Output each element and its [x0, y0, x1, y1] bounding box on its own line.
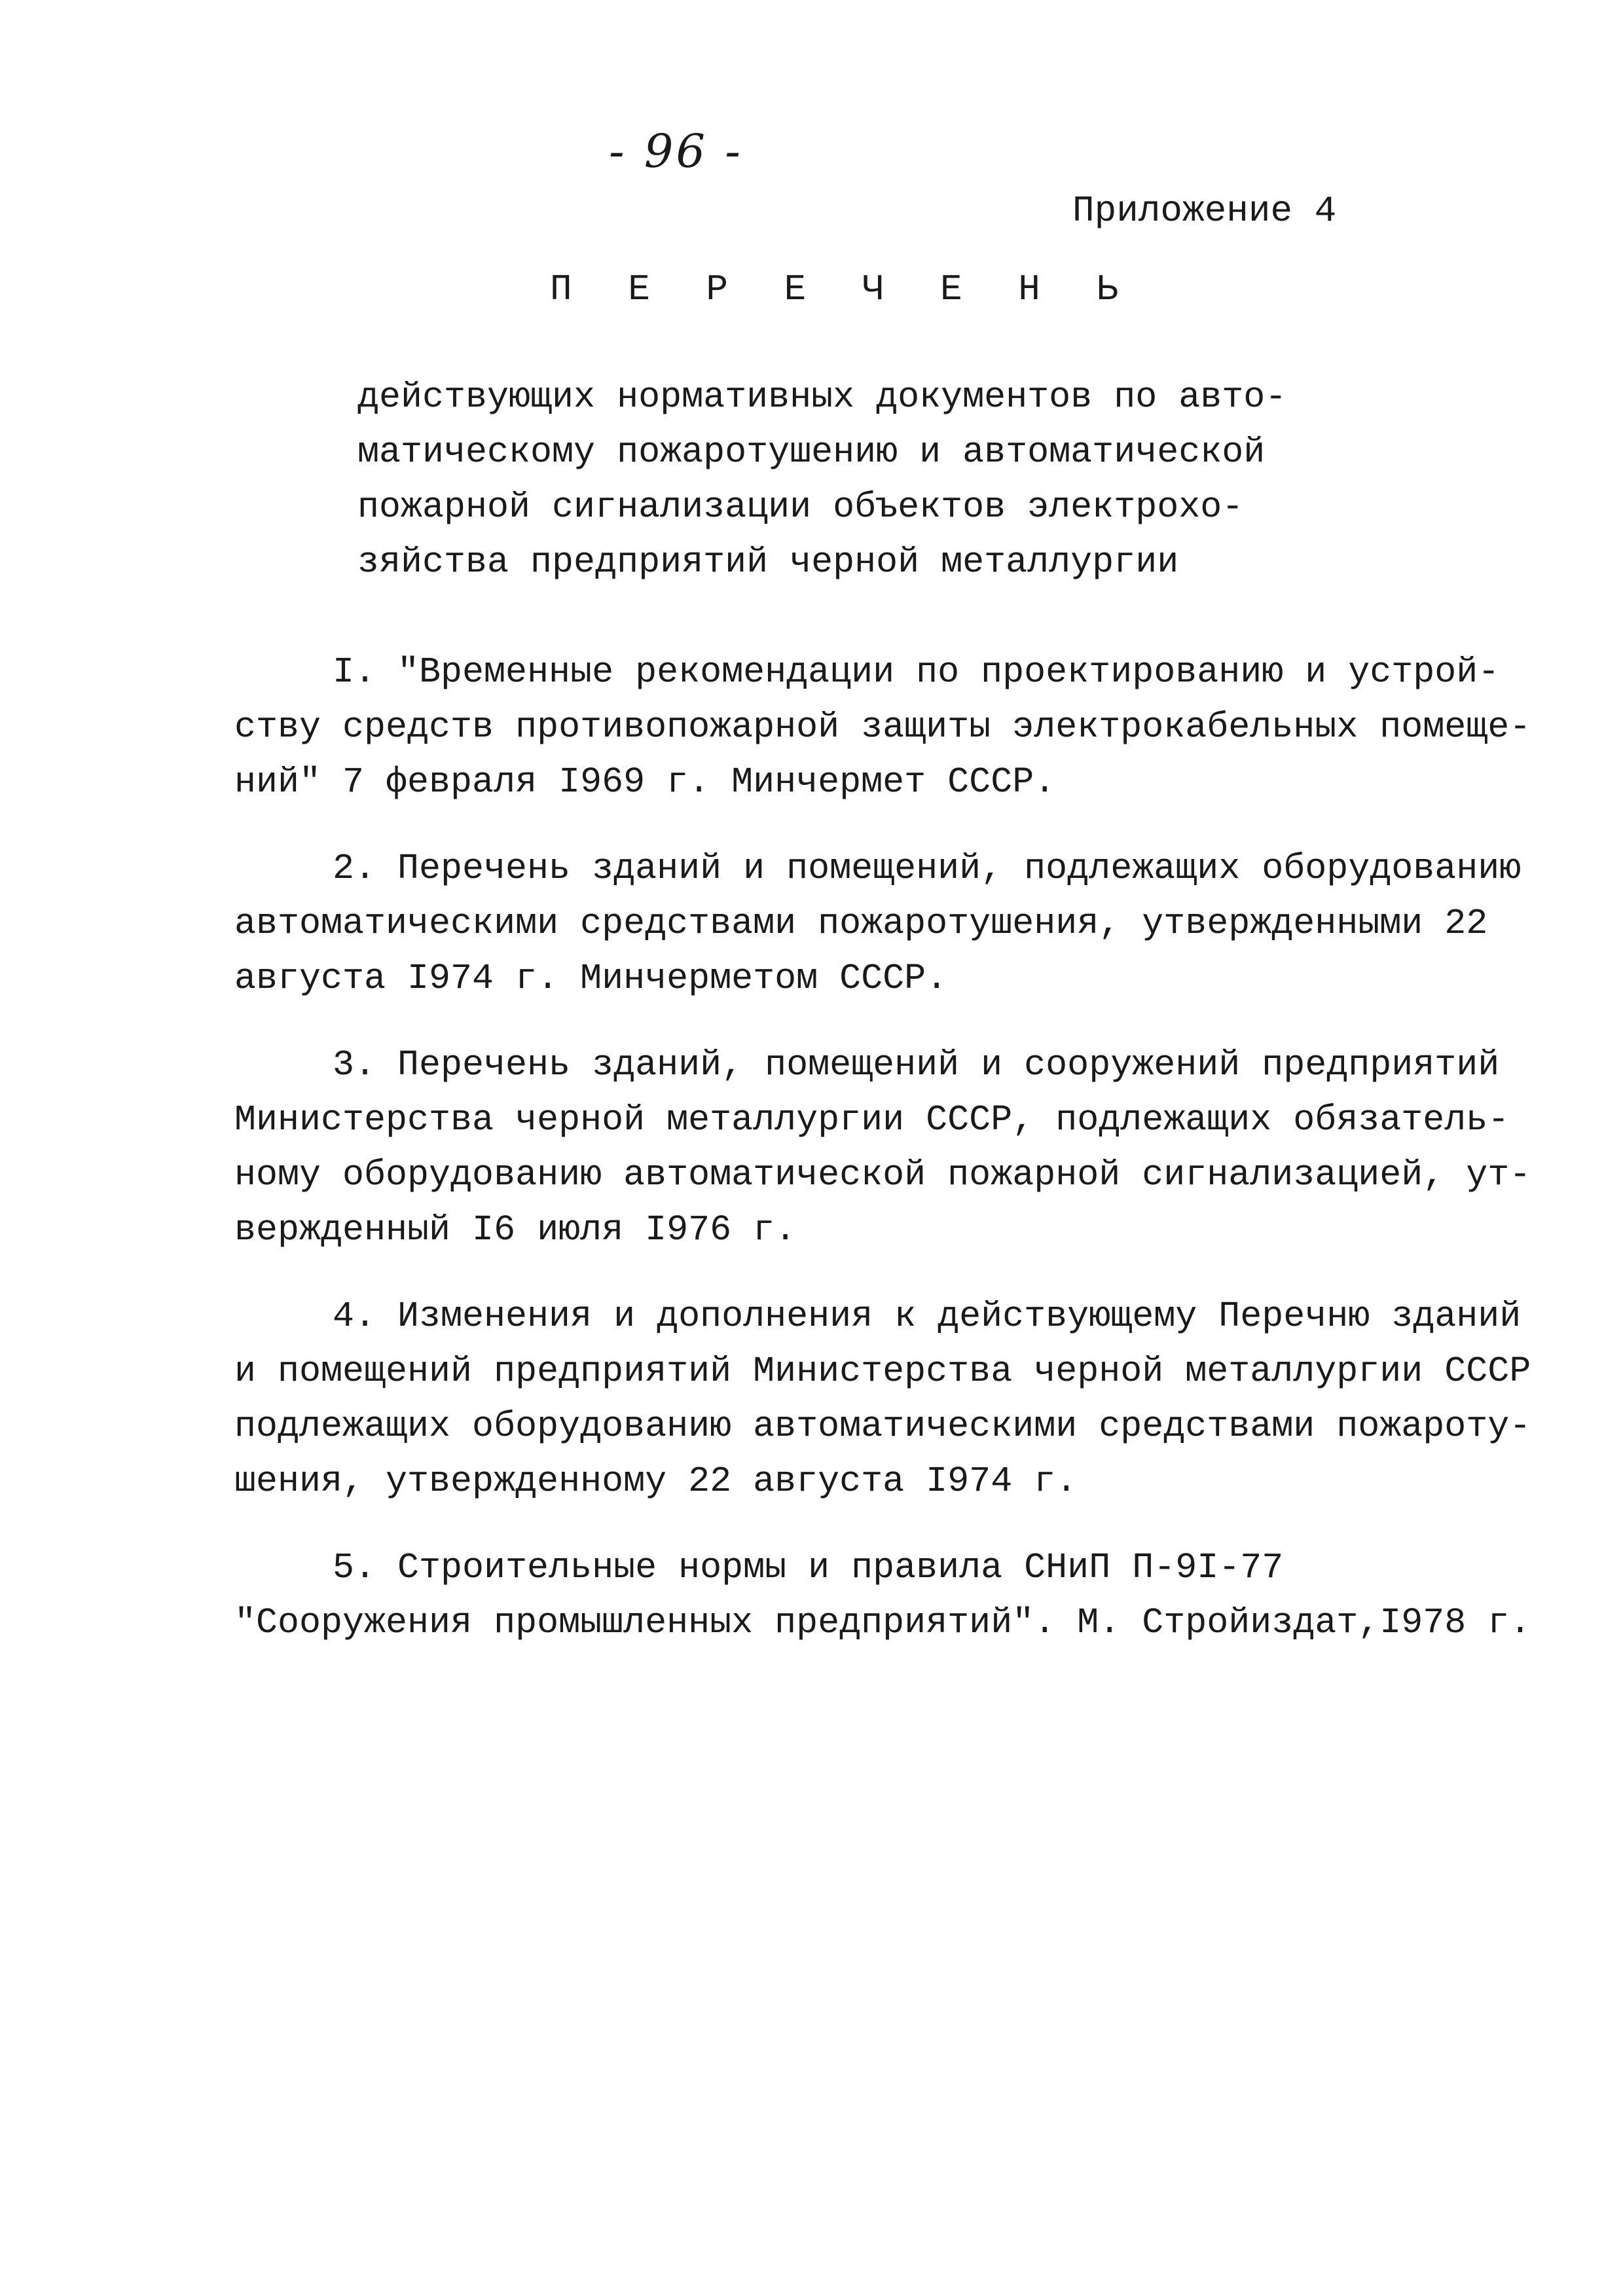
list-item-line: 5. Строительные нормы и правила СНиП П-9I-77	[333, 1547, 1284, 1588]
list-item-line: автоматическими средствами пожаротушения, утвержденными 22	[234, 903, 1488, 944]
list-item-line: 2. Перечень зданий и помещений, подлежащих оборудованию	[333, 848, 1522, 889]
list-item	[234, 1038, 1531, 1258]
document-subtitle	[357, 370, 1287, 590]
appendix-label: Приложение 4	[1072, 190, 1337, 232]
list-item	[234, 1540, 1531, 1650]
list-item	[234, 841, 1522, 1006]
list-item-line: "Сооружения промышленных предприятий". М. Стройиздат,I978 г.	[234, 1602, 1531, 1643]
list-item	[234, 645, 1531, 810]
list-item-line: шения, утвержденному 22 августа I974 г.	[234, 1461, 1078, 1502]
page-number: - 96 -	[609, 124, 743, 178]
list-item-line: подлежащих оборудованию автоматическими средствами пожароту-	[234, 1406, 1531, 1447]
list-item-line: 3. Перечень зданий, помещений и сооружений предприятий	[333, 1044, 1500, 1085]
subtitle-line: матическому пожаротушению и автоматической	[357, 431, 1266, 473]
list-item-line: ний" 7 февраля I969 г. Минчермет СССР.	[234, 761, 1056, 803]
document-title: П Е Р Е Ч Е Н Ь	[550, 268, 1136, 310]
list-item-line: 4. Изменения и дополнения к действующему Перечню зданий	[333, 1296, 1522, 1337]
document-list	[234, 645, 1531, 1682]
list-item-line: и помещений предприятий Министерства черной металлургии СССР	[234, 1351, 1531, 1392]
list-item-line: вержденный I6 июля I976 г.	[234, 1209, 797, 1250]
list-item-line: Министерства черной металлургии СССР, подлежащих обязатель-	[234, 1099, 1510, 1140]
list-item-line: I. "Временные рекомендации по проектированию и устрой-	[333, 651, 1500, 693]
subtitle-line: действующих нормативных документов по авто-	[357, 376, 1287, 418]
subtitle-line: зяйства предприятий черной металлургии	[357, 541, 1179, 583]
list-item-line: августа I974 г. Минчерметом СССР.	[234, 958, 948, 999]
list-item	[234, 1289, 1531, 1509]
subtitle-line: пожарной сигнализации объектов электрохо-	[357, 486, 1244, 528]
list-item-line: ству средств противопожарной защиты электрокабельных помеще-	[234, 706, 1531, 748]
list-item-line: ному оборудованию автоматической пожарной сигнализацией, ут-	[234, 1154, 1531, 1195]
